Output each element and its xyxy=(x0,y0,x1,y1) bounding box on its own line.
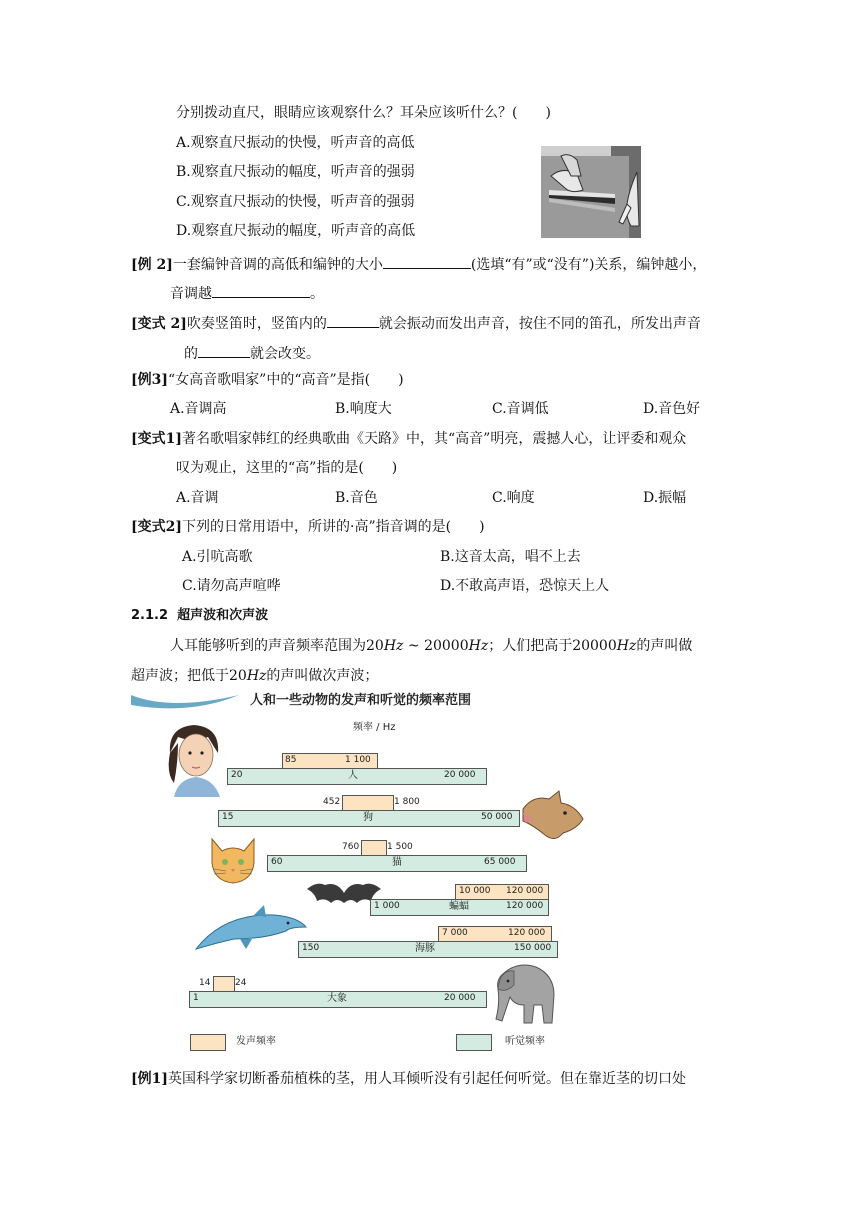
bat-emit-lo: 10 000 xyxy=(459,886,491,896)
variant-1-option-b: B.音色 xyxy=(335,490,378,506)
swoosh-decoration xyxy=(131,693,241,715)
example-3-option-d: D.音色好 xyxy=(643,401,701,417)
cat-emit-lo: 760 xyxy=(342,842,360,852)
variant-1-line-1: [变式1]著名歌唱家韩红的经典歌曲《天路》中，其“高音”明亮，震撼人心，让评委和观众 xyxy=(131,431,687,447)
example-3-question: [例3]“女高音歌唱家”中的“高音”是指( ) xyxy=(131,372,404,388)
figure-title: 人和一些动物的发声和听觉的频率范围 xyxy=(250,693,472,708)
example-2-tag: [例 2] xyxy=(131,257,173,273)
option-a: A.观察直尺振动的快慢，听声音的高低 xyxy=(176,135,415,151)
cat-hear-hi: 65 000 xyxy=(484,857,516,867)
frequency-range-figure xyxy=(131,693,595,1063)
dog-image xyxy=(519,789,587,843)
dolphin-hear-hi: 150 000 xyxy=(514,943,552,953)
dog-emit-hi: 1 800 xyxy=(394,797,420,807)
variant-1-tag: [变式1] xyxy=(131,431,182,447)
elephant-hear-lo: 1 xyxy=(193,993,199,1003)
variant-2-line-1: [变式 2]吹奏竖笛时，竖笛内的 就会振动而发出声音，按住不同的笛孔，所发出声音 xyxy=(131,312,701,334)
elephant-hear-hi: 20 000 xyxy=(444,993,476,1003)
variant-2b-option-d: D.不敢高声语，恐惊天上人 xyxy=(440,578,610,594)
variant-1-option-d: D.振幅 xyxy=(643,490,687,506)
legend-emit-label: 发声频率 xyxy=(236,1036,276,1047)
variant-2b-tag: [变式2] xyxy=(131,519,182,535)
variant-2b-option-c: C.请勿高声喧哗 xyxy=(182,578,281,594)
option-b: B.观察直尺振动的幅度，听声音的强弱 xyxy=(176,164,415,180)
dolphin-image xyxy=(194,905,308,955)
blank-4[interactable] xyxy=(198,342,250,358)
person-emit-hi: 1 100 xyxy=(345,755,371,765)
blank-3[interactable] xyxy=(327,312,379,328)
example-1-line: [例1]英国科学家切断番茄植株的茎，用人耳倾听没有引起任何听觉。但在靠近茎的切口处 xyxy=(131,1071,686,1087)
variant-2-line-2: 的 就会改变。 xyxy=(184,342,320,364)
example-3-option-c: C.音调低 xyxy=(492,401,549,417)
cat-hear-lo: 60 xyxy=(271,857,283,867)
example-3-option-b: B.响度大 xyxy=(335,401,392,417)
legend-emit-swatch xyxy=(190,1034,226,1051)
cat-emit-hi: 1 500 xyxy=(387,842,413,852)
person-hear-hi: 20 000 xyxy=(444,770,476,780)
bat-emit-hi: 120 000 xyxy=(506,886,544,896)
legend-hear-swatch xyxy=(456,1034,492,1051)
elephant-emit-hi: 24 xyxy=(235,978,247,988)
cat-label: 猫 xyxy=(392,857,402,868)
option-d: D.观察直尺振动的幅度，听声音的高低 xyxy=(176,223,416,239)
section-number: 2.1.2 xyxy=(131,608,169,623)
person-hear-lo: 20 xyxy=(231,770,243,780)
elephant-emit-lo: 14 xyxy=(199,978,211,988)
section-heading xyxy=(131,606,268,626)
example-3-tag: [例3] xyxy=(131,372,168,388)
section-title: 超声波和次声波 xyxy=(177,608,269,623)
example-1-tag: [例1] xyxy=(131,1071,168,1087)
example-2-line-2: 音调越 。 xyxy=(170,282,324,304)
question-intro: 分别拨动直尺，眼睛应该观察什么？耳朵应该听什么？( ) xyxy=(176,105,551,121)
blank-1[interactable] xyxy=(383,253,471,269)
option-c: C.观察直尺振动的快慢，听声音的强弱 xyxy=(176,194,415,210)
dog-emit-lo: 452 xyxy=(323,797,341,807)
elephant-image xyxy=(484,959,556,1029)
dog-hear-lo: 15 xyxy=(222,812,234,822)
variant-1-option-c: C.响度 xyxy=(492,490,535,506)
bat-label: 蝙蝠 xyxy=(449,901,469,912)
dolphin-hear-lo: 150 xyxy=(302,943,320,953)
variant-2b-option-b: B.这音太高，唱不上去 xyxy=(440,549,581,565)
dolphin-emit-lo: 7 000 xyxy=(442,928,468,938)
blank-2[interactable] xyxy=(212,282,310,298)
person-label: 人 xyxy=(348,770,358,781)
bat-hear-hi: 120 000 xyxy=(506,901,544,911)
cat-image xyxy=(206,835,260,887)
dog-hear-hi: 50 000 xyxy=(481,812,513,822)
paragraph-line-2: 超声波；把低于20Hz的声叫做次声波； xyxy=(131,668,379,684)
woman-portrait-image xyxy=(164,723,226,797)
dolphin-emit-hi: 120 000 xyxy=(508,928,546,938)
person-emit-lo: 85 xyxy=(285,755,297,765)
variant-2b-question: [变式2]下列的日常用语中，所讲的·高”指音调的是( ) xyxy=(131,519,485,535)
paragraph-line-1: 人耳能够听到的声音频率范围为20Hz ~ 20000Hz；人们把高于20000Hz的声叫做 xyxy=(170,638,693,654)
ruler-experiment-image xyxy=(541,146,641,238)
legend-hear-label: 听觉频率 xyxy=(505,1036,545,1047)
elephant-label: 大象 xyxy=(327,993,347,1004)
example-3-option-a: A.音调高 xyxy=(170,401,227,417)
example-2-line-1: [例 2]一套编钟音调的高低和编钟的大小 (选填“有”或“没有”)关系，编钟越小， xyxy=(131,253,706,275)
variant-2b-option-a: A.引吭高歌 xyxy=(182,549,253,565)
variant-2-tag: [变式 2] xyxy=(131,316,187,332)
figure-unit: 频率 / Hz xyxy=(353,722,396,733)
dog-label: 狗 xyxy=(363,812,373,823)
variant-1-option-a: A.音调 xyxy=(176,490,219,506)
variant-1-line-2: 叹为观止，这里的“高”指的是( ) xyxy=(176,460,398,476)
dolphin-label: 海豚 xyxy=(415,943,435,954)
bat-hear-lo: 1 000 xyxy=(374,901,400,911)
